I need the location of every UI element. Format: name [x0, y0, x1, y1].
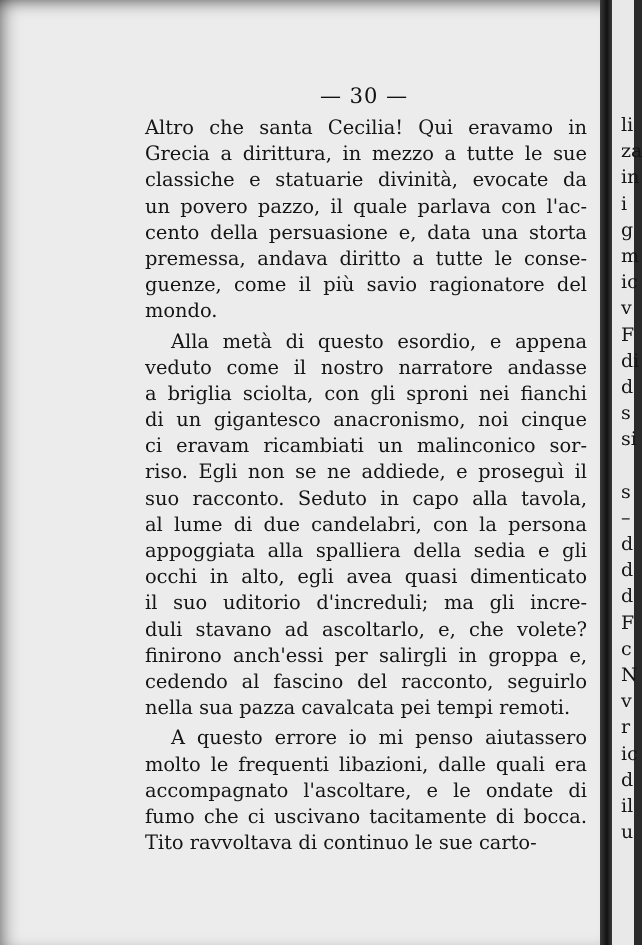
text-line: accompagnato l'ascoltare, e le ondate di — [145, 778, 587, 802]
facing-page-fragment: v — [621, 690, 632, 713]
facing-page-fragment: li — [621, 114, 634, 136]
facing-page-fragment: di — [621, 349, 640, 372]
text-line: appoggiata alla spalliera della sedia e gli — [145, 539, 587, 562]
facing-page-fragment: F — [621, 611, 635, 634]
facing-page-fragment: F — [621, 323, 635, 346]
facing-page-fragment: g — [621, 218, 634, 241]
text-line: cedendo al fascino del racconto, seguirlo — [145, 669, 587, 693]
facing-page-fragment: s — [621, 402, 631, 425]
facing-page-fragment: i — [621, 192, 628, 215]
text-line: mondo. — [145, 299, 218, 323]
text-line: nella sua pazza cavalcata pei tempi remoti. — [145, 696, 571, 720]
text-line: ci eravam ricambiati un malinconico sor- — [145, 434, 587, 458]
facing-page-fragment: in — [621, 166, 640, 189]
facing-page-fragment — [612, 452, 642, 478]
facing-page-fragment: ic — [621, 742, 638, 765]
text-line: di un gigantesco anacronismo, noi cinque — [145, 408, 587, 432]
text-line: cento della persuasione e, data una storta — [145, 220, 587, 244]
facing-page-fragment: v — [621, 297, 632, 320]
paragraph — [145, 115, 587, 325]
facing-page-fragment: il — [621, 794, 634, 817]
text-line: occhi in alto, egli avea quasi dimenticato — [145, 565, 587, 589]
facing-page-fragment: d — [621, 585, 634, 608]
text-line: fumo che ci uscivano tacitamente di bocca. — [145, 804, 587, 828]
text-line: a briglia sciolta, con gli sproni nei fianchi — [145, 381, 587, 405]
text-line: al lume di due candelabri, con la persona — [145, 512, 587, 536]
text-line: un povero pazzo, il quale parlava con l'ac- — [145, 194, 587, 218]
facing-page-fragment: d — [621, 768, 634, 791]
facing-page-fragment: d — [621, 559, 634, 582]
text-line: riso. Egli non se ne addiede, e proseguì il — [145, 460, 587, 484]
text-line: veduto come il nostro narratore andasse — [145, 355, 587, 379]
facing-page-fragment: r — [621, 716, 631, 739]
paragraph — [145, 725, 587, 856]
text-line: finirono anch'essi per salirgli in groppa e, — [145, 643, 587, 667]
book-page-right-edge — [612, 0, 642, 945]
text-line: guenze, come il più savio ragionatore del — [145, 273, 587, 297]
page-number: — 30 — — [320, 84, 409, 108]
text-line: Alla metà di questo esordio, e appena — [171, 329, 587, 353]
facing-page-fragment: N — [621, 663, 638, 686]
text-line: il suo uditorio d'increduli; ma gli incre- — [145, 591, 587, 615]
facing-page-fragment: ic — [621, 271, 638, 294]
facing-page-fragment: – — [621, 506, 631, 529]
facing-page-fragment: d — [621, 533, 634, 555]
text-line: premessa, andava diritto a tutte le conse- — [145, 246, 587, 270]
facing-page-fragment: c — [621, 637, 632, 660]
facing-page-fragment: u — [621, 821, 634, 844]
facing-page-fragment: s — [621, 480, 631, 503]
text-line: A questo errore io mi penso aiutassero — [171, 726, 587, 750]
text-line: Grecia a dirittura, in mezzo a tutte le sue — [145, 142, 587, 166]
facing-page-fragment: m — [621, 244, 640, 267]
text-line: classiche e statuarie divinità, evocate da — [145, 168, 587, 192]
facing-page-fragment: si — [621, 428, 637, 451]
text-line: Tito ravvoltava di continuo le sue carto- — [145, 831, 537, 855]
text-line: molto le frequenti libazioni, dalle quali era — [145, 752, 587, 776]
paragraph — [145, 329, 587, 722]
text-line: duli stavano ad ascoltarlo, e, che volete? — [145, 617, 587, 641]
facing-page-fragment: za — [621, 140, 642, 163]
text-line: Altro che santa Cecilia! Qui eravamo in — [145, 116, 587, 139]
text-line: suo racconto. Seduto in capo alla tavola, — [145, 486, 587, 510]
facing-page-fragments — [612, 112, 642, 845]
facing-page-fragment: d — [621, 375, 634, 398]
body-text — [145, 115, 587, 860]
